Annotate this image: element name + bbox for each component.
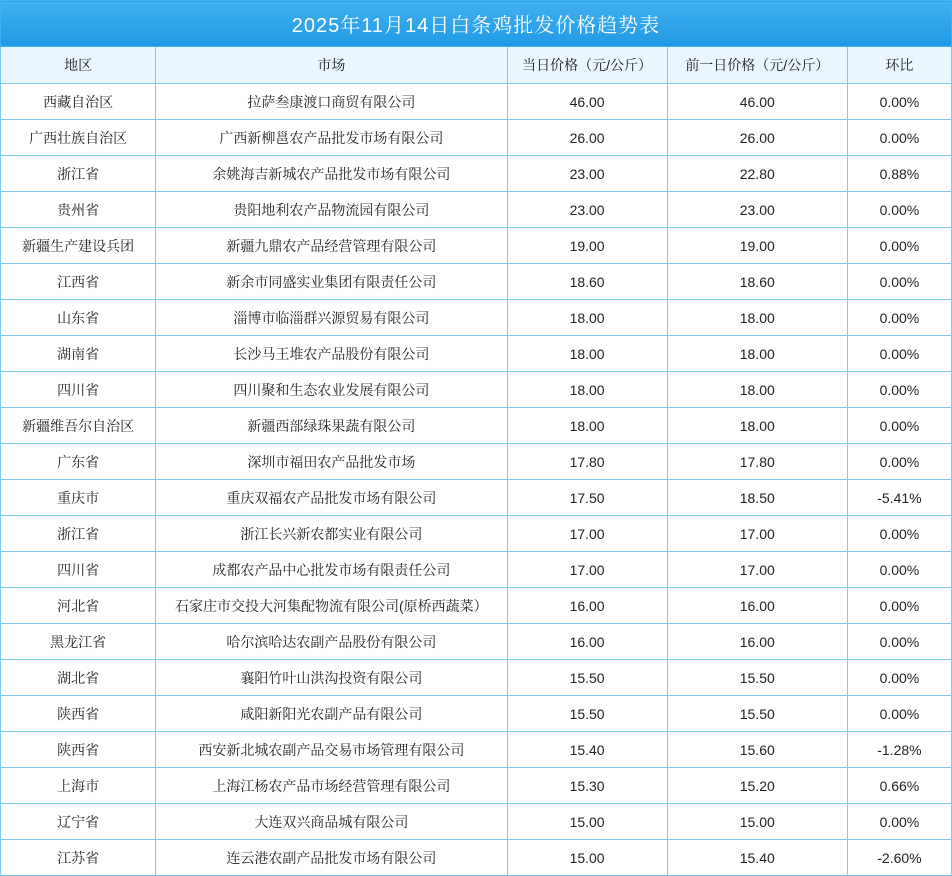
cell-previous-price: 18.60 [667,264,847,300]
table-row [1,156,952,192]
cell-change: -5.41% [847,480,951,516]
cell-region: 西藏自治区 [1,84,156,120]
cell-region: 新疆生产建设兵团 [1,228,156,264]
table-row [1,444,952,480]
cell-previous-price: 15.00 [667,804,847,840]
table-row [1,372,952,408]
cell-region: 陕西省 [1,732,156,768]
cell-previous-price: 18.00 [667,372,847,408]
cell-today-price: 17.00 [507,552,667,588]
table-row [1,804,952,840]
cell-today-price: 18.00 [507,408,667,444]
cell-market: 连云港农副产品批发市场有限公司 [156,840,507,876]
cell-today-price: 19.00 [507,228,667,264]
cell-region: 广东省 [1,444,156,480]
cell-previous-price: 18.00 [667,408,847,444]
cell-region: 黑龙江省 [1,624,156,660]
cell-market: 襄阳竹叶山洪沟投资有限公司 [156,660,507,696]
cell-region: 河北省 [1,588,156,624]
cell-today-price: 15.00 [507,840,667,876]
table-row [1,624,952,660]
cell-today-price: 18.00 [507,372,667,408]
cell-market: 拉萨叁康渡口商贸有限公司 [156,84,507,120]
cell-today-price: 18.00 [507,300,667,336]
cell-previous-price: 17.80 [667,444,847,480]
cell-previous-price: 16.00 [667,624,847,660]
cell-today-price: 15.40 [507,732,667,768]
cell-market: 长沙马王堆农产品股份有限公司 [156,336,507,372]
cell-change: 0.00% [847,372,951,408]
cell-change: 0.00% [847,660,951,696]
table-row [1,840,952,876]
table-row [1,696,952,732]
cell-change: 0.66% [847,768,951,804]
table-row [1,588,952,624]
cell-region: 贵州省 [1,192,156,228]
cell-today-price: 23.00 [507,156,667,192]
table-row [1,660,952,696]
cell-market: 浙江长兴新农都实业有限公司 [156,516,507,552]
table-row [1,300,952,336]
cell-market: 重庆双福农产品批发市场有限公司 [156,480,507,516]
page-title: 2025年11月14日白条鸡批发价格趋势表 [1,1,952,47]
table-row [1,84,952,120]
table-row [1,768,952,804]
cell-change: -1.28% [847,732,951,768]
column-header-today-price: 当日价格（元/公斤） [507,47,667,84]
cell-region: 山东省 [1,300,156,336]
cell-previous-price: 18.50 [667,480,847,516]
table-row [1,228,952,264]
cell-today-price: 18.00 [507,336,667,372]
cell-region: 江苏省 [1,840,156,876]
cell-change: 0.00% [847,696,951,732]
cell-market: 西安新北城农副产品交易市场管理有限公司 [156,732,507,768]
cell-market: 大连双兴商品城有限公司 [156,804,507,840]
table-row [1,732,952,768]
cell-market: 四川聚和生态农业发展有限公司 [156,372,507,408]
cell-market: 广西新柳邕农产品批发市场有限公司 [156,120,507,156]
cell-today-price: 26.00 [507,120,667,156]
cell-today-price: 16.00 [507,588,667,624]
cell-today-price: 15.50 [507,696,667,732]
cell-market: 上海江杨农产品市场经营管理有限公司 [156,768,507,804]
cell-change: 0.00% [847,588,951,624]
cell-today-price: 23.00 [507,192,667,228]
cell-today-price: 46.00 [507,84,667,120]
cell-previous-price: 18.00 [667,336,847,372]
cell-region: 浙江省 [1,156,156,192]
cell-region: 新疆维吾尔自治区 [1,408,156,444]
cell-market: 哈尔滨哈达农副产品股份有限公司 [156,624,507,660]
column-header-region: 地区 [1,47,156,84]
cell-market: 余姚海吉新城农产品批发市场有限公司 [156,156,507,192]
cell-previous-price: 46.00 [667,84,847,120]
cell-change: 0.00% [847,624,951,660]
cell-market: 新疆九鼎农产品经营管理有限公司 [156,228,507,264]
table-row [1,120,952,156]
cell-market: 成都农产品中心批发市场有限责任公司 [156,552,507,588]
cell-change: 0.00% [847,408,951,444]
table-body [1,84,952,876]
cell-region: 广西壮族自治区 [1,120,156,156]
column-header-row [1,47,952,84]
cell-previous-price: 22.80 [667,156,847,192]
cell-region: 浙江省 [1,516,156,552]
cell-change: -2.60% [847,840,951,876]
cell-previous-price: 18.00 [667,300,847,336]
cell-region: 湖南省 [1,336,156,372]
cell-today-price: 15.00 [507,804,667,840]
cell-region: 辽宁省 [1,804,156,840]
cell-market: 贵阳地利农产品物流园有限公司 [156,192,507,228]
cell-change: 0.00% [847,228,951,264]
cell-previous-price: 17.00 [667,552,847,588]
cell-previous-price: 15.50 [667,696,847,732]
cell-market: 新疆西部绿珠果蔬有限公司 [156,408,507,444]
title-row [1,1,952,47]
cell-region: 上海市 [1,768,156,804]
cell-today-price: 18.60 [507,264,667,300]
cell-region: 湖北省 [1,660,156,696]
cell-previous-price: 15.60 [667,732,847,768]
cell-change: 0.00% [847,804,951,840]
cell-previous-price: 23.00 [667,192,847,228]
cell-region: 四川省 [1,552,156,588]
cell-change: 0.00% [847,84,951,120]
cell-change: 0.00% [847,444,951,480]
cell-previous-price: 15.50 [667,660,847,696]
table-row [1,408,952,444]
cell-today-price: 15.30 [507,768,667,804]
column-header-change: 环比 [847,47,951,84]
column-header-previous-price: 前一日价格（元/公斤） [667,47,847,84]
table-row [1,516,952,552]
cell-change: 0.00% [847,552,951,588]
cell-region: 陕西省 [1,696,156,732]
cell-change: 0.00% [847,120,951,156]
cell-change: 0.00% [847,192,951,228]
cell-change: 0.00% [847,516,951,552]
cell-change: 0.00% [847,264,951,300]
table-row [1,480,952,516]
table-row [1,552,952,588]
table-row [1,192,952,228]
cell-previous-price: 19.00 [667,228,847,264]
cell-previous-price: 16.00 [667,588,847,624]
cell-region: 重庆市 [1,480,156,516]
cell-previous-price: 15.40 [667,840,847,876]
cell-previous-price: 17.00 [667,516,847,552]
cell-today-price: 15.50 [507,660,667,696]
cell-region: 四川省 [1,372,156,408]
cell-today-price: 17.50 [507,480,667,516]
table-row [1,336,952,372]
cell-market: 石家庄市交投大河集配物流有限公司(原桥西蔬菜） [156,588,507,624]
cell-change: 0.00% [847,300,951,336]
cell-previous-price: 15.20 [667,768,847,804]
column-header-market: 市场 [156,47,507,84]
cell-change: 0.88% [847,156,951,192]
cell-region: 江西省 [1,264,156,300]
cell-change: 0.00% [847,336,951,372]
cell-market: 咸阳新阳光农副产品有限公司 [156,696,507,732]
cell-market: 淄博市临淄群兴源贸易有限公司 [156,300,507,336]
cell-previous-price: 26.00 [667,120,847,156]
cell-today-price: 17.80 [507,444,667,480]
cell-market: 深圳市福田农产品批发市场 [156,444,507,480]
cell-today-price: 16.00 [507,624,667,660]
cell-market: 新余市同盛实业集团有限责任公司 [156,264,507,300]
table-row [1,264,952,300]
table-header [1,1,952,84]
cell-today-price: 17.00 [507,516,667,552]
